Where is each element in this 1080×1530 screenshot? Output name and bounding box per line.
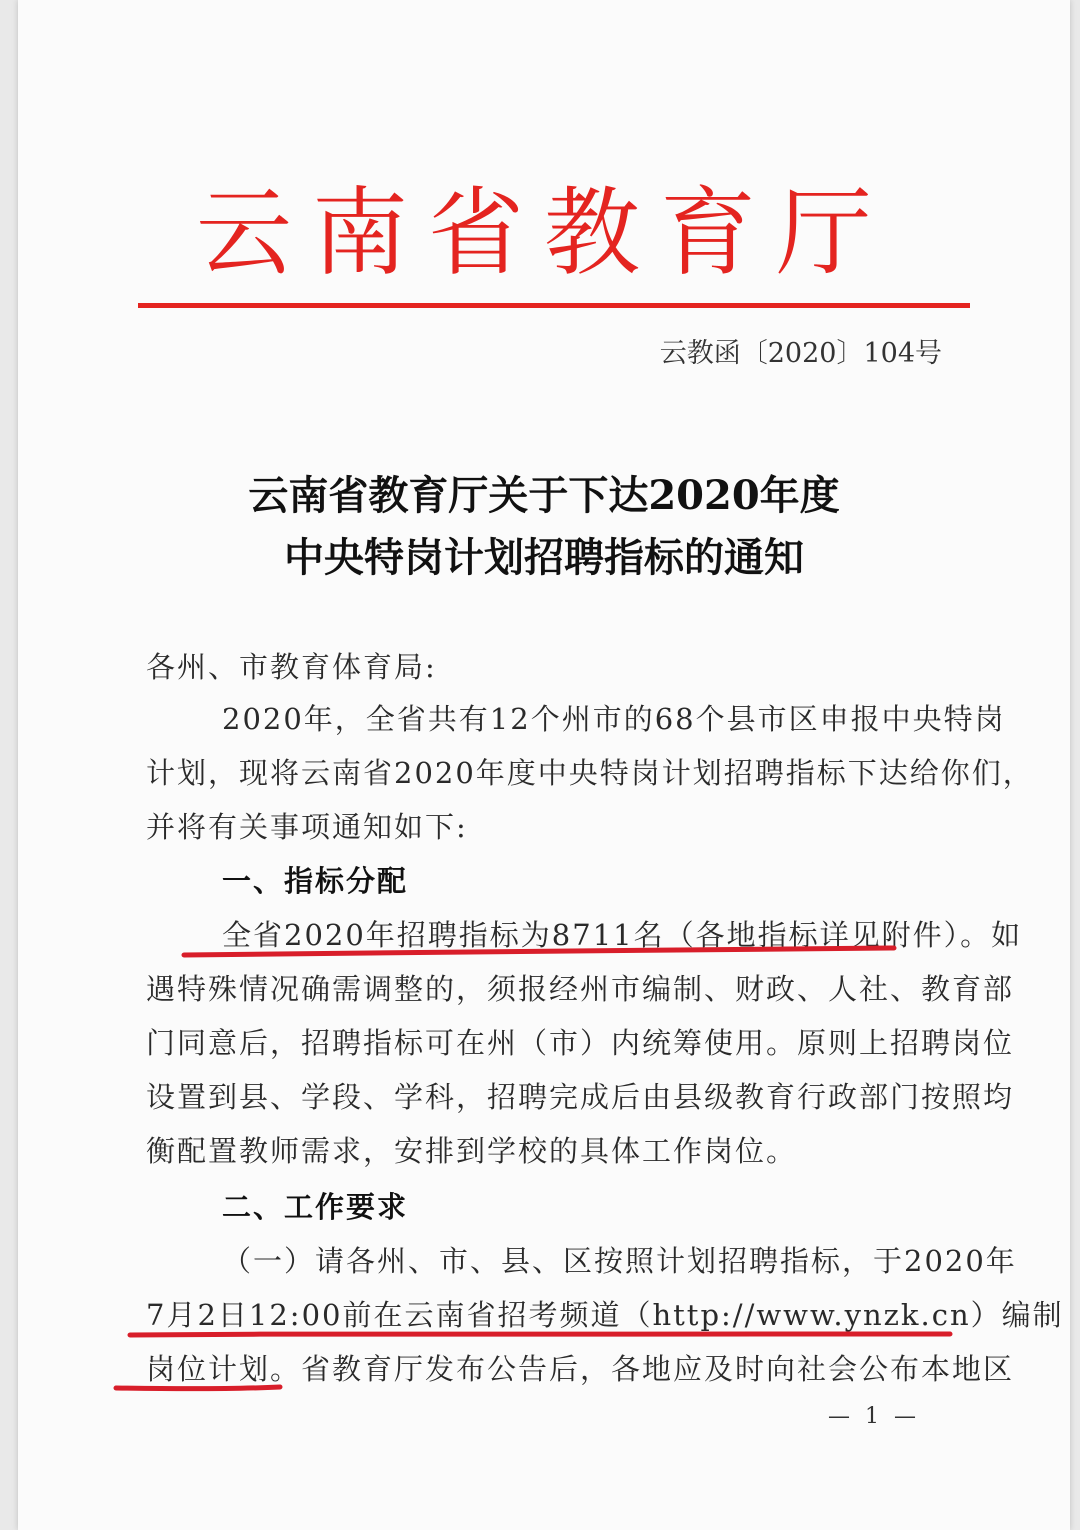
- section-2-line: 岗位计划。省教育厅发布公告后，各地应及时向社会公布本地区: [146, 1352, 1015, 1386]
- intro-line: 计划，现将云南省2020年度中央特岗计划招聘指标下达给你们，: [146, 756, 1034, 790]
- section-1-line: 设置到县、学段、学科，招聘完成后由县级教育行政部门按照均: [146, 1080, 1015, 1114]
- section-1-heading: 一、指标分配: [222, 864, 409, 898]
- hand-drawn-underlines: [18, 0, 1070, 1530]
- document-page: [18, 0, 1070, 1530]
- page-number: — 1 —: [828, 1404, 920, 1429]
- intro-line: 2020年，全省共有12个州市的68个县市区申报中央特岗: [222, 702, 1006, 736]
- underline-position-plan: [116, 1387, 280, 1389]
- title-line-1: 云南省教育厅关于下达2020年度: [248, 472, 840, 519]
- section-2-line: 7月2日12:00前在云南省招考频道（http://www.ynzk.cn）编制: [146, 1298, 1064, 1332]
- section-1-line: 衡配置教师需求，安排到学校的具体工作岗位。: [146, 1134, 798, 1168]
- section-1-line: 门同意后，招聘指标可在州（市）内统筹使用。原则上招聘岗位: [146, 1026, 1015, 1060]
- section-1-line: 遇特殊情况确需调整的，须报经州市编制、财政、人社、教育部: [146, 972, 1015, 1006]
- section-2-line: （一）请各州、市、县、区按照计划招聘指标，于2020年: [222, 1244, 1017, 1278]
- document-number: 云教函〔2020〕104号: [659, 338, 942, 369]
- intro-line: 并将有关事项通知如下:: [146, 810, 468, 844]
- salutation: 各州、市教育体育局:: [146, 650, 437, 684]
- section-2-heading: 二、工作要求: [222, 1190, 409, 1224]
- issuer-name: 云南省教育厅: [196, 177, 892, 289]
- title-line-2: 中央特岗计划招聘指标的通知: [284, 534, 804, 581]
- underline-deadline: [130, 1333, 950, 1335]
- underline-quota: [184, 948, 894, 955]
- section-1-line: 全省2020年招聘指标为8711名（各地指标详见附件）。如: [222, 918, 1023, 952]
